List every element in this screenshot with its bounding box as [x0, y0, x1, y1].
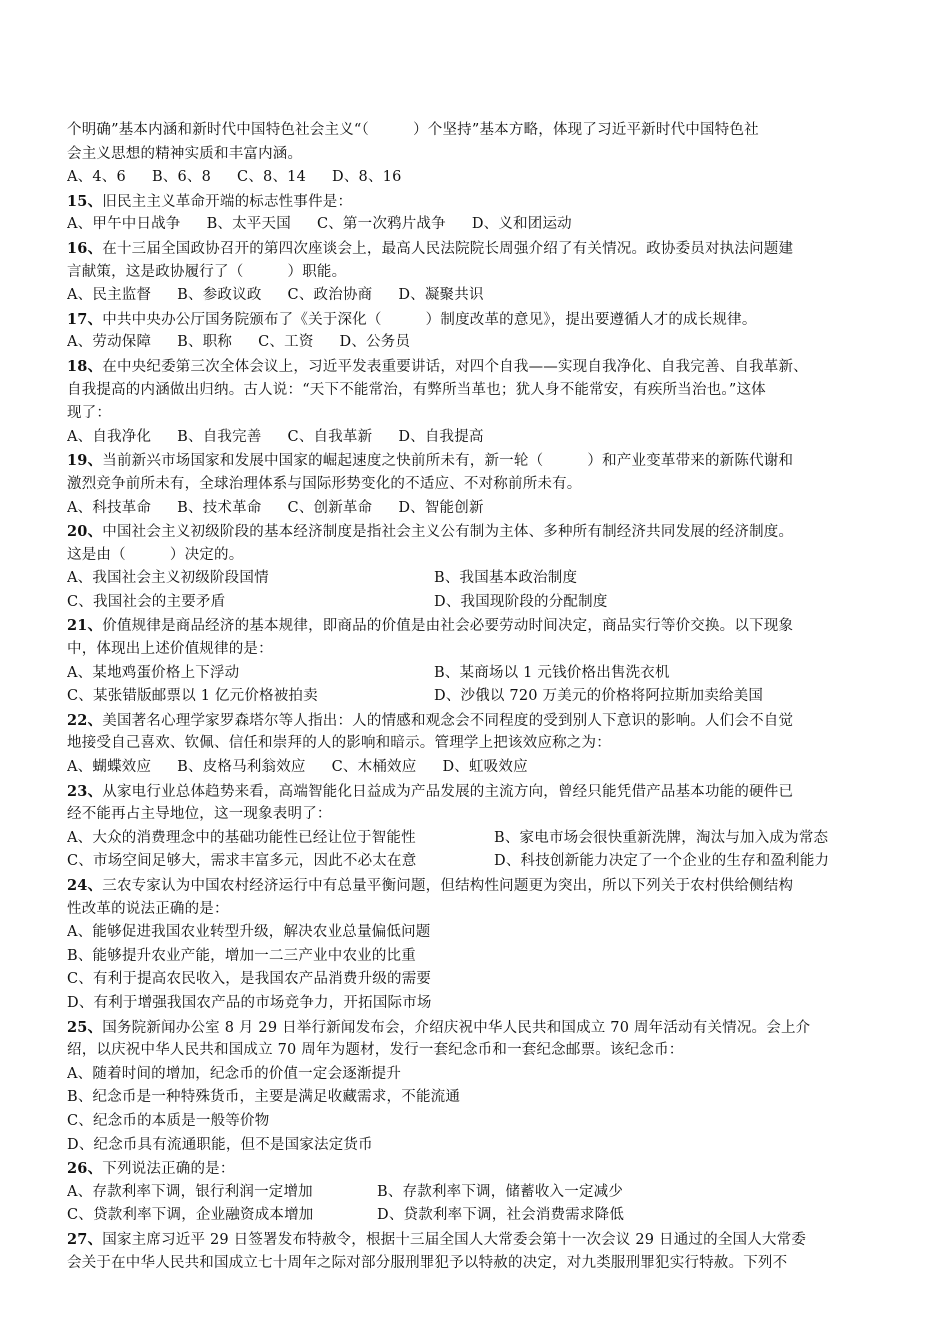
question-18 — [67, 355, 887, 379]
question-21-stem-2: 中，体现出上述价值规律的是： — [67, 641, 273, 658]
question-16-options — [67, 284, 887, 308]
question-stem: 旧民主主义革命开端的标志性事件是： — [102, 193, 353, 210]
question-stem: 三农专家认为中国农村经济运行中有总量平衡问题，但结构性问题更为突出，所以下列关于农村供给侧结构 — [102, 878, 794, 894]
option-a: A、存款利率下调，银行利润一定增加 — [67, 1183, 313, 1200]
question-stem: 在中央纪委第三次全体会议上，习近平发表重要讲话，对四个自我——实现自我净化、自我完善、自我革新、 — [102, 358, 808, 375]
question-18-stem-3: 现了： — [67, 405, 112, 422]
question-26 — [67, 1157, 887, 1181]
question-19-options — [67, 497, 887, 521]
question-15-options — [67, 213, 887, 237]
question-23 — [67, 780, 887, 804]
option-c: C、创新革命 — [287, 499, 373, 516]
option-b: B、职称 — [177, 334, 233, 351]
option-d: D、凝聚共识 — [398, 287, 484, 304]
question-number: 18、 — [67, 357, 103, 375]
question-20-options-ab — [67, 567, 887, 591]
option-c: C、纪念币的本质是一般等价物 — [67, 1112, 270, 1129]
question-number: 20、 — [67, 523, 103, 541]
question-number: 16、 — [67, 239, 103, 257]
question-stem: 国务院新闻办公室 8 月 29 日举行新闻发布会，介绍庆祝中华人民共和国成立 70 周年活动有关情况。会上介 — [102, 1019, 811, 1036]
option-c: C、贷款利率下调，企业融资成本增加 — [67, 1207, 314, 1224]
option-a: A、劳动保障 — [67, 334, 152, 351]
option-b: B、某商场以 1 元钱价格出售洗衣机 — [434, 664, 670, 681]
question-number: 15、 — [67, 192, 103, 210]
question-19-stem-2: 激烈竞争前所未有，全球治理体系与国际形势变化的不适应、不对称前所未有。 — [67, 475, 582, 492]
option-b: B、自我完善 — [177, 428, 262, 445]
question-stem: 美国著名心理学家罗森塔尔等人指出：人的情感和观念会不同程度的受到别人下意识的影响。人们会不自觉 — [102, 712, 794, 729]
option-a: A、民主监督 — [67, 287, 152, 304]
option-a: A、甲午中日战争 — [67, 216, 181, 233]
question-23-options-cd — [67, 850, 887, 874]
option-c: C、木桶效应 — [331, 759, 417, 776]
question-21 — [67, 614, 887, 638]
option-d: D、智能创新 — [398, 499, 484, 516]
question-19 — [67, 449, 887, 473]
option-c: C、自我革新 — [287, 428, 373, 445]
intro-line-1: 个明确”基本内涵和新时代中国特色社会主义“（ ）个坚持”基本方略，体现了习近平新时代中国特色社 — [67, 122, 759, 138]
question-26-options-cd — [67, 1204, 887, 1228]
question-17 — [67, 308, 887, 332]
question-25-stem-2: 绍，以庆祝中华人民共和国成立 70 周年为题材，发行一套纪念币和一套纪念邮票。该纪念币： — [67, 1042, 684, 1059]
question-stem: 从家电行业总体趋势来看，高端智能化日益成为产品发展的主流方向，曾经只能凭借产品基本功能的硬件已 — [102, 783, 794, 800]
question-15 — [67, 190, 887, 214]
option-d: D、沙俄以 720 万美元的价格将阿拉斯加卖给美国 — [434, 688, 764, 705]
option-c: C、市场空间足够大，需求丰富多元，因此不必太在意 — [67, 853, 417, 870]
option-b: B、我国基本政治制度 — [434, 570, 578, 587]
option-b: B、家电市场会很快重新洗牌，淘汰与加入成为常态 — [494, 829, 829, 846]
question-21-options-ab — [67, 662, 887, 686]
question-23-options-ab — [67, 827, 887, 851]
option-c: C、8、14 — [237, 169, 307, 186]
question-number: 23、 — [67, 782, 103, 800]
question-26-options-ab — [67, 1181, 887, 1205]
question-27-stem-2: 会关于在中华人民共和国成立七十周年之际对部分服刑罪犯予以特赦的决定，对九类服刑罪犯实行特赦。下列不 — [67, 1254, 788, 1271]
question-stem: 国家主席习近平 29 日签署发布特赦令，根据十三届全国人大常委会第十一次会议 29 日通过的全国人大常委 — [102, 1231, 807, 1248]
option-c: C、第一次鸦片战争 — [316, 216, 446, 233]
question-24 — [67, 874, 887, 898]
question-24-stem-2: 性改革的说法正确的是： — [67, 900, 229, 917]
option-d: D、义和团运动 — [471, 216, 572, 233]
option-b: B、太平天国 — [206, 216, 291, 233]
option-d: D、8、16 — [332, 169, 402, 186]
question-stem: 当前新兴市场国家和发展中国家的崛起速度之快前所未有，新一轮（ ）和产业变革带来的新陈代谢和 — [102, 453, 794, 470]
question-number: 22、 — [67, 711, 103, 729]
question-stem: 价值规律是商品经济的基本规律，即商品的价值是由社会必要劳动时间决定，商品实行等价交换。以下现象 — [102, 618, 794, 635]
intro-line-2: 会主义思想的精神实质和丰富内涵。 — [67, 145, 303, 162]
option-b: B、技术革命 — [177, 499, 262, 516]
option-b: B、能够提升农业产能，增加一二三产业中农业的比重 — [67, 947, 416, 964]
option-a: A、大众的消费理念中的基础功能性已经让位于智能性 — [67, 829, 416, 846]
option-a: A、随着时间的增加，纪念币的价值一定会逐渐提升 — [67, 1065, 402, 1082]
question-27 — [67, 1228, 887, 1252]
option-c: C、有利于提高农民收入，是我国农产品消费升级的需要 — [67, 971, 432, 988]
option-a: A、4、6 — [67, 169, 126, 186]
option-b: B、皮格马利翁效应 — [177, 759, 306, 776]
option-d: D、我国现阶段的分配制度 — [434, 593, 608, 610]
question-stem: 中共中央办公厅国务院颁布了《关于深化（ ）制度改革的意见》，提出要遵循人才的成长规律。 — [102, 311, 757, 328]
question-18-stem-2: 自我提高的内涵做出归纳。古人说：“天下不能常治，有弊所当革也；犹人身不能常安，有疾所当治也。”这体 — [67, 381, 766, 398]
question-stem: 中国社会主义初级阶段的基本经济制度是指社会主义公有制为主体、多种所有制经济共同发展的经济制度。 — [102, 524, 794, 541]
question-stem: 在十三届全国政协召开的第四次座谈会上，最高人民法院院长周强介绍了有关情况。政协委员对执法问题建 — [102, 240, 794, 257]
question-stem: 下列说法正确的是： — [102, 1161, 235, 1178]
option-d: D、自我提高 — [398, 428, 484, 445]
question-23-stem-2: 经不能再占主导地位，这一现象表明了： — [67, 806, 332, 823]
question-number: 25、 — [67, 1018, 103, 1036]
question-20 — [67, 520, 887, 544]
question-20-stem-2: 这是由（ ）决定的。 — [67, 546, 244, 563]
option-a: A、科技革命 — [67, 499, 152, 516]
option-c: C、工资 — [258, 334, 314, 351]
option-d: D、公务员 — [339, 334, 411, 351]
option-b: B、参政议政 — [177, 287, 262, 304]
option-b: B、纪念币是一种特殊货币，主要是满足收藏需求，不能流通 — [67, 1089, 461, 1106]
question-number: 19、 — [67, 452, 103, 470]
question-25 — [67, 1016, 887, 1040]
option-a: A、能够促进我国农业转型升级，解决农业总量偏低问题 — [67, 924, 431, 941]
option-b: B、存款利率下调，储蓄收入一定减少 — [377, 1183, 624, 1200]
question-20-options-cd — [67, 591, 887, 615]
option-a: A、自我净化 — [67, 428, 152, 445]
option-a: A、我国社会主义初级阶段国情 — [67, 570, 269, 587]
question-22 — [67, 709, 887, 733]
option-a: A、某地鸡蛋价格上下浮动 — [67, 664, 240, 681]
question-17-options — [67, 331, 887, 355]
question-22-stem-2: 地接受自己喜欢、钦佩、信任和崇拜的人的影响和暗示。管理学上把该效应称之为： — [67, 735, 611, 752]
option-c: C、政治协商 — [287, 287, 373, 304]
option-c: C、我国社会的主要矛盾 — [67, 593, 226, 610]
question-number: 17、 — [67, 310, 103, 328]
option-d: D、纪念币具有流通职能，但不是国家法定货币 — [67, 1136, 373, 1153]
question-21-options-cd — [67, 685, 887, 709]
option-d: D、贷款利率下调，社会消费需求降低 — [377, 1207, 625, 1224]
exam-page — [67, 119, 887, 1275]
option-a: A、蝴蝶效应 — [67, 759, 152, 776]
question-number: 26、 — [67, 1160, 103, 1178]
question-16-stem-2: 言献策，这是政协履行了（ ）职能。 — [67, 263, 347, 280]
question-18-options — [67, 426, 887, 450]
question-number: 24、 — [67, 877, 103, 894]
option-b: B、6、8 — [151, 169, 212, 186]
intro-options — [67, 166, 887, 190]
option-d: D、有利于增强我国农产品的市场竞争力，开拓国际市场 — [67, 994, 432, 1011]
option-d: D、科技创新能力决定了一个企业的生存和盈利能力 — [494, 853, 830, 870]
question-number: 27、 — [67, 1230, 103, 1248]
question-number: 21、 — [67, 617, 103, 635]
question-16 — [67, 237, 887, 261]
option-c: C、某张错版邮票以 1 亿元价格被拍卖 — [67, 688, 318, 705]
question-22-options — [67, 756, 887, 780]
option-d: D、虹吸效应 — [442, 759, 528, 776]
